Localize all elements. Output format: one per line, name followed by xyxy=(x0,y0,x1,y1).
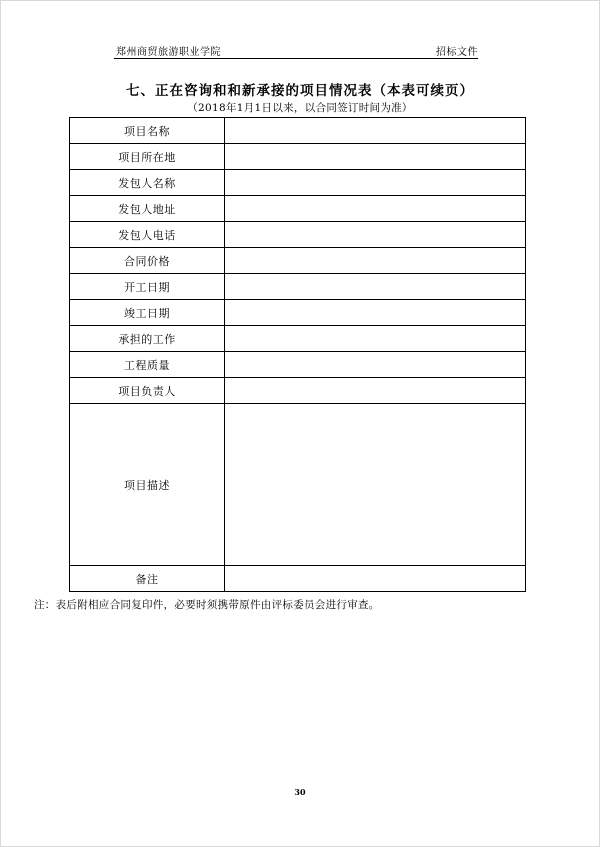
row-label-quality: 工程质量 xyxy=(70,352,225,378)
row-value-employer-name xyxy=(225,170,526,196)
page-header xyxy=(114,42,478,59)
header-document-type: 招标文件 xyxy=(436,47,478,58)
row-value-project-name xyxy=(225,118,526,144)
table-row xyxy=(70,144,526,170)
row-value-responsibilities xyxy=(225,326,526,352)
row-value-remarks xyxy=(225,566,526,592)
table-row xyxy=(70,222,526,248)
row-label-project-name: 项目名称 xyxy=(70,118,225,144)
row-value-completion-date xyxy=(225,300,526,326)
header-school-name: 郑州商贸旅游职业学院 xyxy=(116,47,221,58)
table-row xyxy=(70,352,526,378)
row-label-completion-date: 竣工日期 xyxy=(70,300,225,326)
row-value-quality xyxy=(225,352,526,378)
section-subtitle: （2018年1月1日以来，以合同签订时间为准） xyxy=(187,102,413,114)
table-row xyxy=(70,170,526,196)
row-label-responsibilities: 承担的工作 xyxy=(70,326,225,352)
row-label-start-date: 开工日期 xyxy=(70,274,225,300)
row-value-start-date xyxy=(225,274,526,300)
table-row xyxy=(70,274,526,300)
row-label-project-description: 项目描述 xyxy=(70,404,225,566)
table-row xyxy=(70,326,526,352)
page-number: 30 xyxy=(294,787,306,797)
row-label-contract-price: 合同价格 xyxy=(70,248,225,274)
table-row xyxy=(70,196,526,222)
row-value-project-manager xyxy=(225,378,526,404)
row-value-project-location xyxy=(225,144,526,170)
row-label-employer-address: 发包人地址 xyxy=(70,196,225,222)
row-label-project-location: 项目所在地 xyxy=(70,144,225,170)
row-value-project-description xyxy=(225,404,526,566)
table-row xyxy=(70,118,526,144)
row-value-employer-address xyxy=(225,196,526,222)
table-row xyxy=(70,378,526,404)
row-label-employer-phone: 发包人电话 xyxy=(70,222,225,248)
table-row xyxy=(70,404,526,566)
footnote: 注：表后附相应合同复印件，必要时须携带原件由评标委员会进行审查。 xyxy=(34,599,380,611)
table-row xyxy=(70,300,526,326)
row-label-employer-name: 发包人名称 xyxy=(70,170,225,196)
row-label-remarks: 备注 xyxy=(70,566,225,592)
section-title: 七、正在咨询和和新承接的项目情况表（本表可续页） xyxy=(126,83,474,99)
row-label-project-manager: 项目负责人 xyxy=(70,378,225,404)
project-info-table xyxy=(69,117,526,592)
table-row xyxy=(70,248,526,274)
table-row xyxy=(70,566,526,592)
row-value-employer-phone xyxy=(225,222,526,248)
row-value-contract-price xyxy=(225,248,526,274)
